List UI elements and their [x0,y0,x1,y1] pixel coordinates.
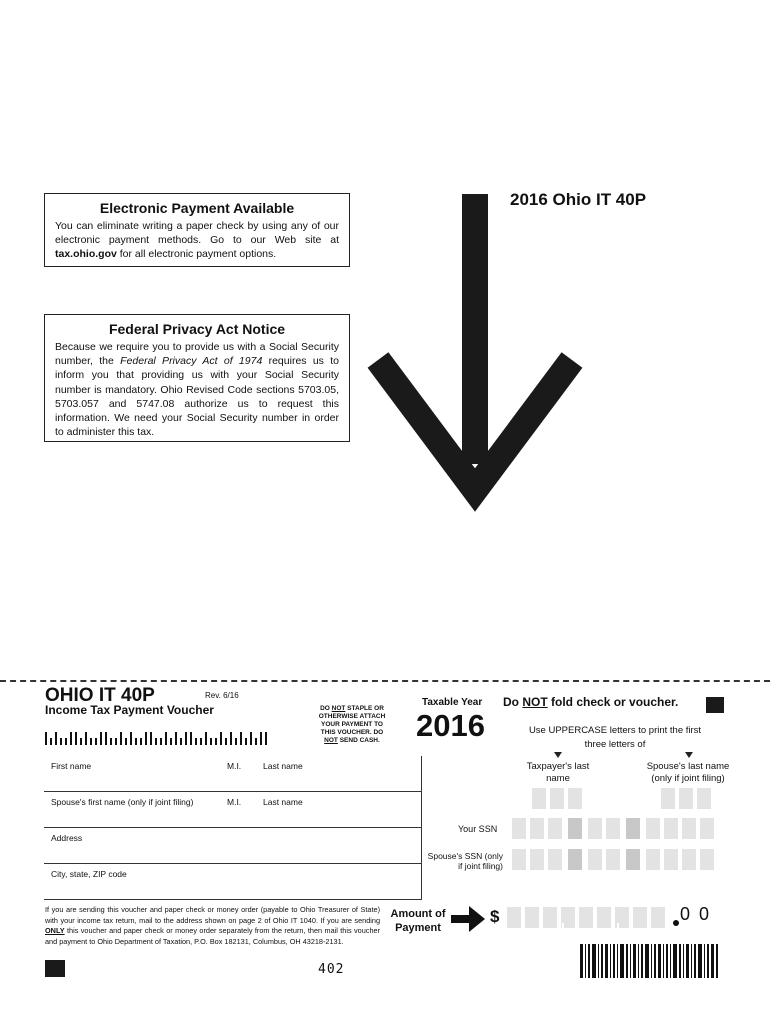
barcode [580,944,720,978]
fold-notice [503,695,678,709]
fold-2: fold check or voucher. [547,695,679,709]
decimal-point [673,920,679,926]
voucher-subtitle: Income Tax Payment Voucher [45,703,214,717]
staple-2: STAPLE OR OTHERWISE ATTACH YOUR PAYMENT TO THIS VOUCHER. DO [318,705,386,736]
electronic-payment-text [55,219,339,262]
electronic-payment-box [44,193,350,267]
ep-link[interactable]: tax.ohio.gov [55,248,117,261]
spouse-first-name-field[interactable] [44,792,422,828]
privacy-notice-box [44,314,350,442]
taxable-year-label: Taxable Year [422,697,483,708]
dollar-sign: $ [490,907,500,926]
first-name-field[interactable] [44,756,422,792]
city-label: City, state, ZIP code [51,869,127,879]
comma-mark [562,923,568,929]
staple-not2: NOT [324,737,338,744]
pn-text-1: Because we require you to provide us with a Social Security number, the [55,341,339,368]
staple-1: DO [320,705,332,712]
instr-2: this voucher and paper check or money order separately from the return, then mail this voucher and payment to Ohio Department of Taxation, P.O. Box 182131, Columbus, OH 43218-2131. [45,926,380,946]
ep-text-2: for all electronic payment options. [116,248,277,261]
spouse-last-label: Spouse's last name (only if joint filing) [646,761,730,784]
fold-not: NOT [522,695,548,709]
last-name-label: Last name [263,761,303,771]
triangle-down-icon [554,752,562,758]
privacy-notice-title: Federal Privacy Act Notice [108,321,286,337]
mi-label: M.I. [227,761,242,771]
taxpayer-last-label: Taxpayer's last name [526,761,590,784]
taxable-year: 2016 [416,708,485,743]
spouse-first-name-label: Spouse's first name (only if joint filing) [51,797,194,807]
ep-text-1: You can eliminate writing a paper check by using any of our electronic payment methods. Go to our Web site at [55,220,339,247]
registration-mark [45,960,65,977]
form-label: 2016 Ohio IT 40P [510,190,647,209]
triangle-down-icon [685,752,693,758]
city-field[interactable] [44,864,422,900]
spouse-ssn-label: Spouse's SSN (only if joint filing) [427,851,503,871]
last-name2-label: Last name [263,797,303,807]
cents-value: 0 0 [680,904,712,924]
instr-only: ONLY [45,926,65,935]
address-field[interactable] [44,828,422,864]
privacy-notice-text [55,340,339,439]
pn-text-2: requires us to inform you that providing us with your Social Security number is mandatory. Ohio Revised Code sections 5703.05, 5703.057 and 5747.08 authorize us to request this information. We need your Social Security number in order to administer this tax. [55,355,339,439]
electronic-payment-title: Electronic Payment Available [99,200,295,216]
comma-mark [617,923,623,929]
your-ssn-label: Your SSN [458,824,498,834]
arrow-down-icon [360,190,590,520]
voucher-title: OHIO IT 40P [45,685,155,706]
fold-1: Do [503,695,523,709]
uppercase-note: Use UPPERCASE letters to print the first three letters of [528,725,702,750]
postal-barcode [45,729,270,747]
staple-not: NOT [331,705,346,712]
page-code: 402 [318,962,345,977]
amount-label: Amount of Payment [390,908,446,934]
arrow-right-icon [451,906,485,932]
first-name-label: First name [51,761,92,771]
address-label: Address [51,833,83,843]
staple-notice [316,705,388,745]
revision: Rev. 6/16 [205,691,239,700]
cut-line [0,680,770,682]
staple-3: SEND CASH. [337,737,380,744]
mailing-instructions [45,905,380,947]
mi2-label: M.I. [227,797,242,807]
pn-italic: Federal Privacy Act of 1974 [120,355,263,368]
registration-mark [706,697,724,713]
instr-1: If you are sending this voucher and paper check or money order (payable to Ohio Treasurer of State) with your income tax return, mail to the address shown on page 2 of Ohio IT 1040. If you are sending [45,905,380,925]
